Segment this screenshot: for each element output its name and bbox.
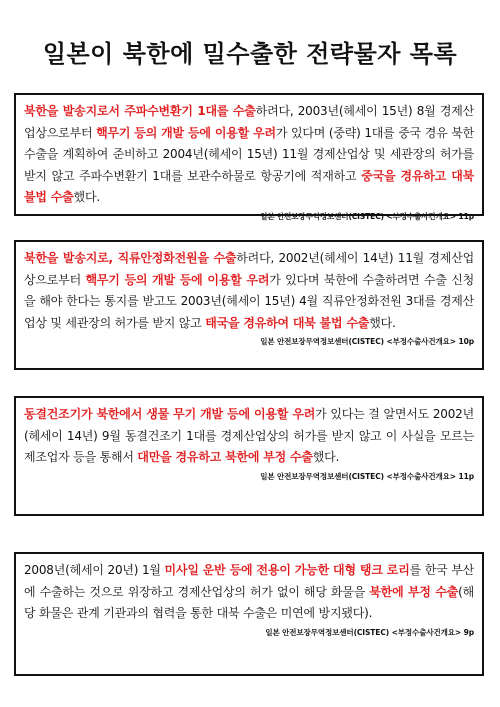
case-text (24, 404, 474, 469)
body-text: 했다. (312, 450, 340, 464)
case-text (24, 248, 474, 334)
highlighted-text: 북한에 부정 수출 (369, 584, 459, 599)
highlighted-text: 핵무기 등의 개발 등에 이용할 우려 (85, 272, 270, 287)
case-box-2 (14, 240, 484, 370)
case-text (24, 560, 474, 625)
case-source: 일본 안전보장무역정보센터(CISTEC) <부정수출사건개요> 10p (260, 337, 474, 346)
highlighted-text: 핵무기 등의 개발 등에 이용할 우려 (96, 125, 276, 140)
body-text: 했다. (369, 315, 396, 330)
highlighted-text: 태국을 경유하여 대북 불법 수출 (205, 315, 370, 330)
highlighted-text: 북한을 발송지로서 주파수변환기 1대를 수출 (24, 104, 256, 118)
highlighted-text: 대만을 경유하고 북한에 부정 수출 (137, 450, 313, 464)
highlighted-text: 북한을 발송지로, 직류안정화전원을 수출 (24, 251, 237, 265)
case-box-1 (14, 93, 484, 221)
highlighted-text: 미사일 운반 등에 전용이 가능한 대형 탱크 로리 (164, 563, 410, 577)
body-text: 하려다, 2003년(헤세이 15년) 8월 경제산업상으로부터 (24, 104, 474, 140)
body-text: 했다. (73, 190, 100, 204)
case-box-3 (14, 396, 484, 516)
case-source: 일본 안전보장무역정보센터(CISTEC) <부정수출사건개요> 9p (265, 627, 474, 637)
body-text: (해당 화물은 관계 기관과의 협력을 통한 대북 수출은 미연에 방지됐다). (24, 584, 475, 620)
case-source: 일본 안전보장무역정보센터(CISTEC) <부정수출사건개요> 11p (260, 211, 474, 221)
body-text: 가 있다는 걸 알면서도 2002년(헤세이 14년) 9월 동결건조기 1대를 경제산업상의 허가를 받지 않고 이 사실을 모르는 제조업자 등을 통해서 (24, 407, 474, 464)
body-text: 가 있다며 북한에 수출하려면 수출 신청을 해야 한다는 통지를 받고도 2003년(헤세이 15년) 4월 직류안정화전원 3대를 경제산업상 및 세관장의 허가를 받지 않고 (24, 272, 474, 330)
body-text: 를 한국 부산에 수출하는 것으로 위장하고 경제산업상의 허가 없이 해당 화물을 (24, 563, 474, 599)
highlighted-text: 동결건조기가 북한에서 생물 무기 개발 등에 이용할 우려 (24, 407, 316, 421)
case-box-4 (14, 552, 484, 676)
case-text (24, 101, 474, 209)
highlighted-text: 중국을 경유하고 대북 불법 수출 (24, 168, 475, 204)
body-text: 가 있다며 (중략) 1대를 중국 경유 북한 수출을 계획하여 준비하고 2004년(헤세이 15년) 11월 경제산업상 및 세관장의 허가를 받지 않고 주파수변환기 1대를 보관수하물로 항공기에 적재하고 (24, 125, 474, 183)
body-text: 하려다, 2002년(헤세이 14년) 11월 경제산업상으로부터 (24, 251, 474, 287)
page-title: 일본이 북한에 밀수출한 전략물자 목록 (42, 40, 458, 68)
case-source: 일본 안전보장무역정보센터(CISTEC) <부정수출사건개요> 11p (260, 471, 474, 481)
body-text: 2008년(헤세이 20년) 1월 (24, 563, 165, 577)
